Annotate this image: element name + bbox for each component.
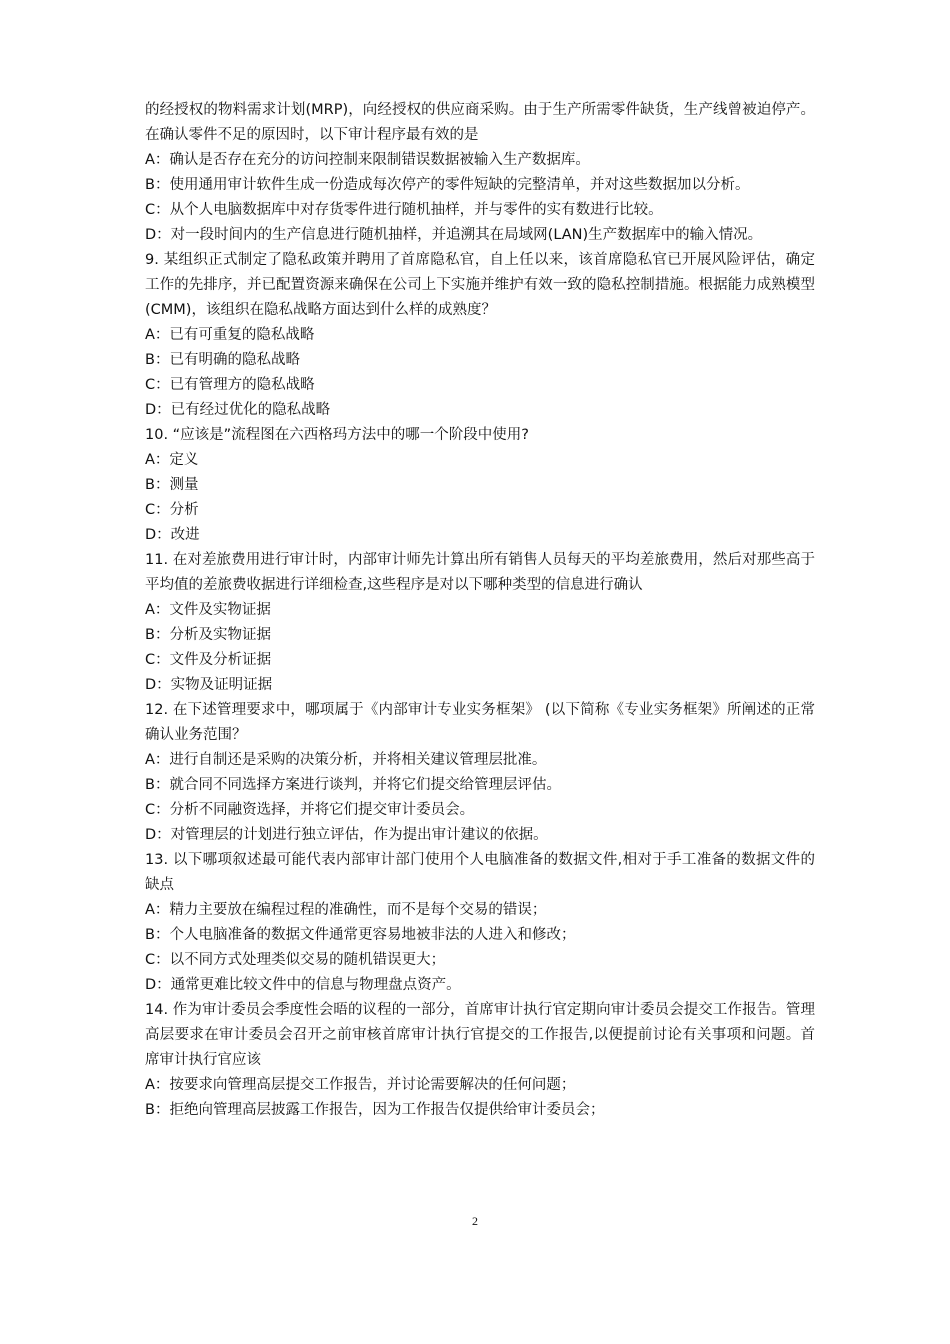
option-a: A：定义 <box>145 452 199 468</box>
option-a: A：已有可重复的隐私战略 <box>145 327 315 343</box>
option-d: D：改进 <box>145 527 200 543</box>
option-b: B：个人电脑准备的数据文件通常更容易地被非法的人进入和修改； <box>145 927 576 943</box>
question-14: 14. 作为审计委员会季度性会晤的议程的一部分，首席审计执行官定期向审计委员会提交工作报告。管理高层要求在审计委员会召开之前审核首席审计执行官提交的工作报告,以便提前讨论有关事项和问题。首席审计执行官应该 <box>145 1002 815 1068</box>
option-d: D：通常更难比较文件中的信息与物理盘点资产。 <box>145 977 461 993</box>
page-body <box>145 98 815 1123</box>
page-number: 2 <box>472 1214 478 1228</box>
option-c: C：文件及分析证据 <box>145 652 272 668</box>
question-9: 9. 某组织正式制定了隐私政策并聘用了首席隐私官，自上任以来，该首席隐私官已开展风险评估，确定工作的先排序，并已配置资源来确保在公司上下实施并维护有效一致的隐私控制措施。根据能力成熟模型(CMM)，该组织在隐私战略方面达到什么样的成熟度？ <box>145 252 815 318</box>
option-a: A：文件及实物证据 <box>145 602 271 618</box>
option-b: B：分析及实物证据 <box>145 627 271 643</box>
paragraph-continuation: 的经授权的物料需求计划(MRP)，向经授权的供应商采购。由于生产所需零件缺货，生产线曾被迫停产。在确认零件不足的原因时，以下审计程序最有效的是 <box>145 102 815 143</box>
option-b: B：就合同不同选择方案进行谈判，并将它们提交给管理层评估。 <box>145 777 561 793</box>
option-c: C：分析不同融资选择，并将它们提交审计委员会。 <box>145 802 475 818</box>
option-b: B：使用通用审计软件生成一份造成每次停产的零件短缺的完整清单，并对这些数据加以分析。 <box>145 177 750 193</box>
option-a: A：精力主要放在编程过程的准确性，而不是每个交易的错误； <box>145 902 547 918</box>
option-a: A：进行自制还是采购的决策分析，并将相关建议管理层批准。 <box>145 752 547 768</box>
option-b: B：测量 <box>145 477 199 493</box>
question-10: 10. “应该是”流程图在六西格玛方法中的哪一个阶段中使用? <box>145 427 529 443</box>
option-c: C：以不同方式处理类似交易的随机错误更大； <box>145 952 446 968</box>
option-d: D：实物及证明证据 <box>145 677 273 693</box>
option-c: C：分析 <box>145 502 199 518</box>
option-a: A：确认是否存在充分的访问控制来限制错误数据被输入生产数据库。 <box>145 152 590 168</box>
option-d: D：对一段时间内的生产信息进行随机抽样，并追溯其在局域网(LAN)生产数据库中的输入情况。 <box>145 227 763 243</box>
option-c: C：已有管理方的隐私战略 <box>145 377 315 393</box>
option-d: D：已有经过优化的隐私战略 <box>145 402 331 418</box>
option-b: B：拒绝向管理高层披露工作报告，因为工作报告仅提供给审计委员会； <box>145 1102 605 1118</box>
question-12: 12. 在下述管理要求中，哪项属于《内部审计专业实务框架》 (以下简称《专业实务框架》所阐述的正常确认业务范围？ <box>145 702 815 743</box>
option-d: D：对管理层的计划进行独立评估，作为提出审计建议的依据。 <box>145 827 548 843</box>
question-13: 13. 以下哪项叙述最可能代表内部审计部门使用个人电脑准备的数据文件,相对于手工准备的数据文件的缺点 <box>145 852 815 893</box>
option-b: B：已有明确的隐私战略 <box>145 352 300 368</box>
option-a: A：按要求向管理高层提交工作报告，并讨论需要解决的任何问题； <box>145 1077 576 1093</box>
option-c: C：从个人电脑数据库中对存货零件进行随机抽样，并与零件的实有数进行比较。 <box>145 202 663 218</box>
question-11: 11. 在对差旅费用进行审计时，内部审计师先计算出所有销售人员每天的平均差旅费用，然后对那些高于平均值的差旅费收据进行详细检查,这些程序是对以下哪种类型的信息进行确认 <box>145 552 815 593</box>
